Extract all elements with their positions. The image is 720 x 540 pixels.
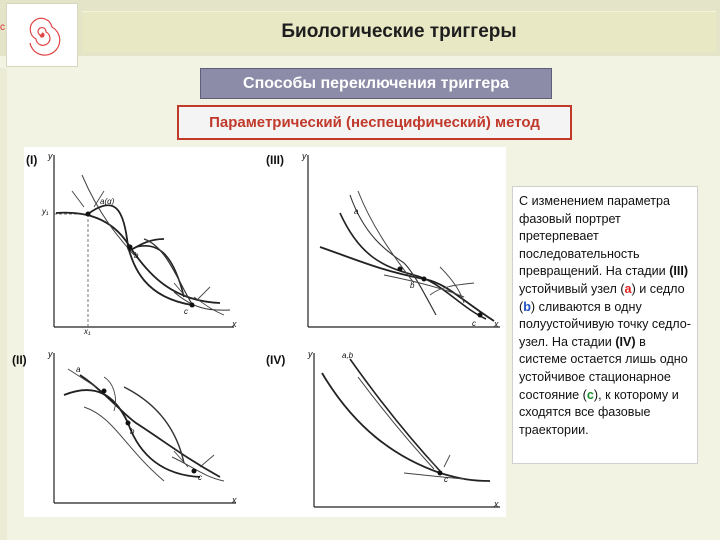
panel-2-label: (II) (12, 353, 27, 367)
panel-3-b-label: b (410, 281, 415, 290)
panel-2-a-label: a (76, 365, 81, 374)
panel-2-y-axis-label: y (48, 349, 53, 359)
panel-1-label: (I) (26, 153, 38, 167)
panel-1-y1-label: y₁ (42, 207, 49, 216)
panel-3 (264, 147, 506, 337)
title-bar (82, 11, 716, 52)
panel-3-x-axis-label: x (494, 319, 499, 329)
left-stripe (0, 68, 7, 540)
panel-1-a-label: a(α) (100, 197, 115, 206)
description-text-2: устойчивый узел ( (519, 281, 625, 296)
description-text-4: ) сливаются в одну полуустойчивую точку седло-узел. На стадии (519, 299, 691, 349)
description-text-5: в системе остается лишь одно устойчивое стационарное состояние ( (519, 334, 688, 402)
panel-4-x-axis-label: x (494, 499, 499, 509)
subtitle-box: Способы переключения триггера (200, 68, 552, 99)
panel-4-ab-label: a,b (342, 351, 354, 360)
panel-1-x1-label: x₁ (84, 327, 91, 336)
panel-2-b-label: b (130, 427, 135, 436)
description-text-3: ) и седло ( (519, 281, 685, 314)
panel-4-label: (IV) (266, 353, 286, 367)
panel-2 (12, 347, 244, 517)
phase-portraits (12, 147, 506, 517)
description-a: a (624, 281, 632, 296)
spiral-logo-icon (7, 4, 77, 66)
panel-2-c-label: c (198, 473, 202, 482)
panel-1-b-label: b (134, 251, 139, 260)
panel-3-label: (III) (266, 153, 284, 167)
panel-1-y-axis-label: y (48, 151, 53, 161)
panel-1 (24, 147, 244, 337)
spiral-logo (6, 3, 78, 67)
panel-3-y-axis-label: y (302, 151, 307, 161)
description-c: c (586, 387, 594, 402)
panel-1-c-label: c (184, 307, 188, 316)
description-box (512, 186, 698, 464)
panel-4-y-axis-label: y (308, 349, 313, 359)
description-text-1: С изменением параметра фазовый портрет претерпевает последовательность превращений. На стадии (519, 194, 671, 279)
panel-1-x-axis-label: x (232, 319, 237, 329)
description-b: b (523, 299, 531, 314)
description-text-6: ), к которому и сходятся все фазовые траектории. (519, 387, 679, 437)
panel-3-c-label: c (472, 319, 476, 328)
panel-3-a-label: a (354, 207, 359, 216)
red-mark-icon: c (0, 22, 5, 33)
description-stage-4: (IV) (615, 334, 636, 349)
description-stage-3: (III) (669, 264, 689, 279)
panel-4-c-label: c (444, 475, 448, 484)
panel-4 (264, 347, 506, 517)
method-box: Параметрический (неспецифический) метод (177, 105, 572, 140)
page-title: Биологические триггеры (281, 21, 517, 42)
panel-2-x-axis-label: x (232, 495, 237, 505)
